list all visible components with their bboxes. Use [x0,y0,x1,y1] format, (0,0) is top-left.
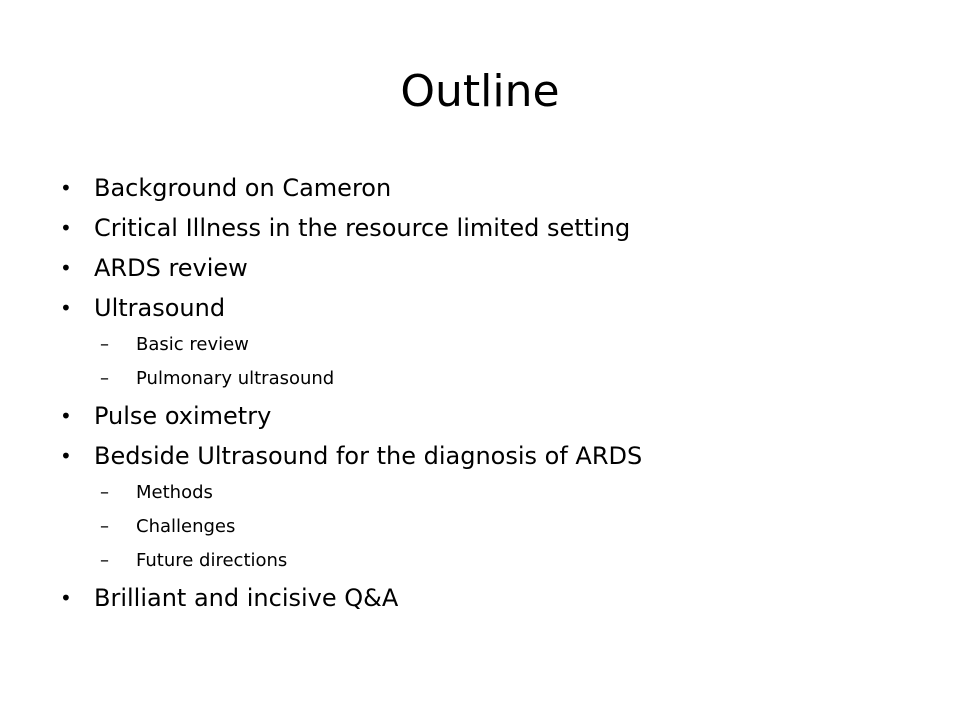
list-item [60,168,920,208]
bullet-icon: • [60,216,72,240]
bullet-icon: • [60,256,72,280]
list-item-text: Pulse oximetry [94,402,272,430]
dash-icon: – [100,334,109,355]
list-item-text: ARDS review [94,254,248,282]
dash-icon: – [100,516,109,537]
dash-icon: – [100,368,109,389]
bullet-icon: • [60,176,72,200]
list-item-text: Background on Cameron [94,174,392,202]
sub-list-item [60,362,920,396]
sub-list-item-text: Challenges [136,516,236,537]
sub-list-item [60,510,920,544]
sub-list-item [60,476,920,510]
dash-icon: – [100,482,109,503]
bullet-icon: • [60,404,72,428]
sub-list-item [60,328,920,362]
sub-list-item [60,544,920,578]
dash-icon: – [100,550,109,571]
list-item-text: Critical Illness in the resource limited setting [94,214,631,242]
list-item [60,208,920,248]
bullet-icon: • [60,296,72,320]
list-item [60,578,920,618]
bullet-icon: • [60,444,72,468]
slide-title: Outline [400,66,560,117]
outline-list [60,168,920,618]
sub-list-item-text: Pulmonary ultrasound [136,368,335,389]
bullet-icon: • [60,586,72,610]
list-item-text: Ultrasound [94,294,226,322]
sub-list-item-text: Future directions [136,550,288,571]
list-item-text: Bedside Ultrasound for the diagnosis of ARDS [94,442,643,470]
list-item [60,248,920,288]
list-item [60,396,920,436]
list-item [60,436,920,476]
list-item [60,288,920,328]
sub-list-item-text: Methods [136,482,213,503]
sub-list-item-text: Basic review [136,334,249,355]
list-item-text: Brilliant and incisive Q&A [94,584,399,612]
